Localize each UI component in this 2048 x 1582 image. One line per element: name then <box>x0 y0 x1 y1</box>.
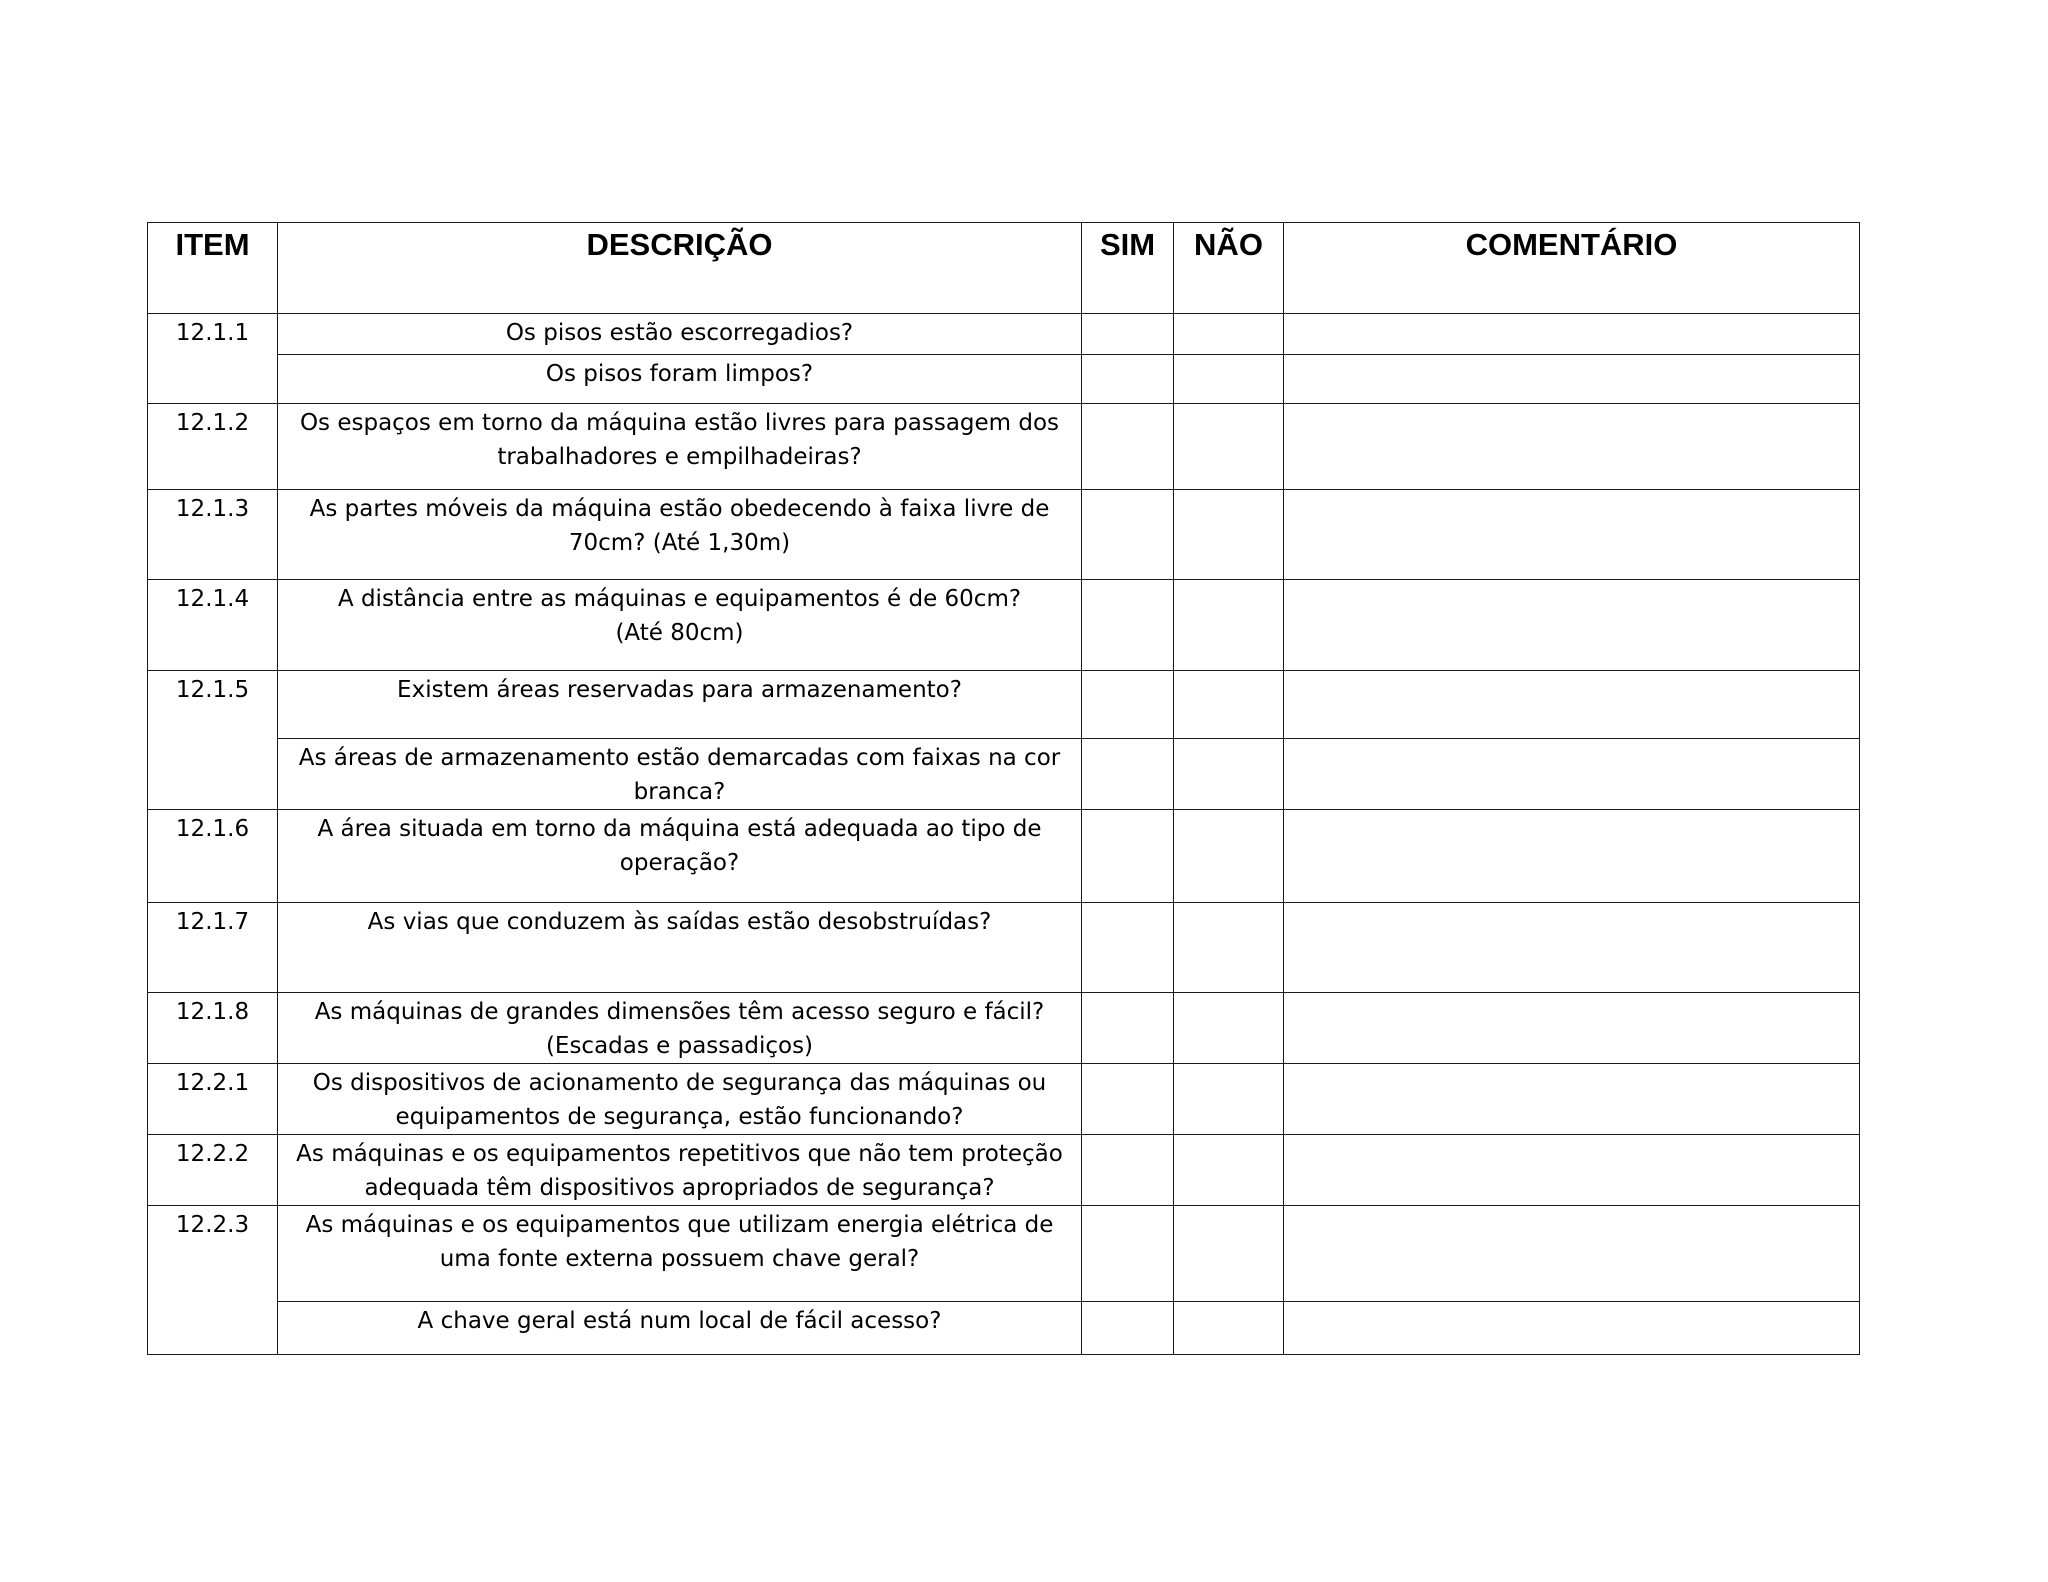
table-row <box>148 1135 1860 1206</box>
sim-cell[interactable] <box>1082 1206 1174 1302</box>
header-comentario: COMENTÁRIO <box>1284 223 1860 314</box>
description-line: adequada têm dispositivos apropriados de segurança? <box>364 1175 995 1201</box>
description-cell <box>278 355 1082 404</box>
header-row <box>148 223 1860 314</box>
item-number-cell: 12.2.3 <box>148 1206 278 1355</box>
description-line: Existem áreas reservadas para armazenamento? <box>397 677 962 703</box>
description-line: As máquinas de grandes dimensões têm acesso seguro e fácil? <box>314 999 1045 1025</box>
table-row <box>148 355 1860 404</box>
nao-cell[interactable] <box>1174 739 1284 810</box>
description-cell <box>278 1064 1082 1135</box>
item-number-cell: 12.1.7 <box>148 903 278 993</box>
header-nao: NÃO <box>1174 223 1284 314</box>
item-number-cell: 12.1.6 <box>148 810 278 903</box>
table-row <box>148 404 1860 490</box>
table-row <box>148 903 1860 993</box>
nao-cell[interactable] <box>1174 1135 1284 1206</box>
nao-cell[interactable] <box>1174 404 1284 490</box>
description-line: 70cm? (Até 1,30m) <box>568 530 791 556</box>
item-number-cell: 12.1.4 <box>148 580 278 671</box>
description-line: A área situada em torno da máquina está adequada ao tipo de <box>317 816 1042 842</box>
nao-cell[interactable] <box>1174 1064 1284 1135</box>
sim-cell[interactable] <box>1082 810 1174 903</box>
description-line: As partes móveis da máquina estão obedecendo à faixa livre de <box>309 496 1050 522</box>
description-line: A distância entre as máquinas e equipamentos é de 60cm? <box>337 586 1022 612</box>
comentario-cell[interactable] <box>1284 993 1860 1064</box>
header-item: ITEM <box>148 223 278 314</box>
description-line: uma fonte externa possuem chave geral? <box>439 1246 920 1272</box>
nao-cell[interactable] <box>1174 1302 1284 1355</box>
sim-cell[interactable] <box>1082 404 1174 490</box>
description-line: As máquinas e os equipamentos que utilizam energia elétrica de <box>305 1212 1054 1238</box>
item-number-cell: 12.2.2 <box>148 1135 278 1206</box>
table-row <box>148 1302 1860 1355</box>
header-sim: SIM <box>1082 223 1174 314</box>
sim-cell[interactable] <box>1082 580 1174 671</box>
sim-cell[interactable] <box>1082 903 1174 993</box>
nao-cell[interactable] <box>1174 1206 1284 1302</box>
comentario-cell[interactable] <box>1284 671 1860 739</box>
nao-cell[interactable] <box>1174 993 1284 1064</box>
description-line: (Escadas e passadiços) <box>545 1033 814 1059</box>
sim-cell[interactable] <box>1082 1064 1174 1135</box>
table-row <box>148 671 1860 739</box>
table-row <box>148 739 1860 810</box>
sim-cell[interactable] <box>1082 739 1174 810</box>
sim-cell[interactable] <box>1082 993 1174 1064</box>
description-cell <box>278 810 1082 903</box>
description-line: Os pisos estão escorregadios? <box>505 320 854 346</box>
sim-cell[interactable] <box>1082 1302 1174 1355</box>
description-cell <box>278 739 1082 810</box>
header-descricao: DESCRIÇÃO <box>278 223 1082 314</box>
comentario-cell[interactable] <box>1284 903 1860 993</box>
description-line: Os pisos foram limpos? <box>545 361 814 387</box>
description-line: Os dispositivos de acionamento de segurança das máquinas ou <box>312 1070 1047 1096</box>
item-number-cell: 12.2.1 <box>148 1064 278 1135</box>
checklist-table <box>147 222 1860 1355</box>
description-cell <box>278 903 1082 993</box>
description-cell <box>278 1302 1082 1355</box>
nao-cell[interactable] <box>1174 314 1284 355</box>
nao-cell[interactable] <box>1174 490 1284 580</box>
item-number-cell: 12.1.5 <box>148 671 278 810</box>
description-cell <box>278 671 1082 739</box>
item-number-cell: 12.1.1 <box>148 314 278 404</box>
nao-cell[interactable] <box>1174 355 1284 404</box>
comentario-cell[interactable] <box>1284 1302 1860 1355</box>
table-row <box>148 490 1860 580</box>
comentario-cell[interactable] <box>1284 1064 1860 1135</box>
comentario-cell[interactable] <box>1284 1135 1860 1206</box>
description-line: As áreas de armazenamento estão demarcadas com faixas na cor <box>298 745 1061 771</box>
description-cell <box>278 314 1082 355</box>
comentario-cell[interactable] <box>1284 355 1860 404</box>
sim-cell[interactable] <box>1082 671 1174 739</box>
table-row <box>148 810 1860 903</box>
description-line: trabalhadores e empilhadeiras? <box>497 444 862 470</box>
table-row <box>148 580 1860 671</box>
comentario-cell[interactable] <box>1284 404 1860 490</box>
nao-cell[interactable] <box>1174 810 1284 903</box>
sim-cell[interactable] <box>1082 1135 1174 1206</box>
item-number-cell: 12.1.2 <box>148 404 278 490</box>
sim-cell[interactable] <box>1082 355 1174 404</box>
item-number-cell: 12.1.3 <box>148 490 278 580</box>
description-line: As máquinas e os equipamentos repetitivos que não tem proteção <box>296 1141 1063 1167</box>
description-line: branca? <box>633 779 726 805</box>
description-line: Os espaços em torno da máquina estão livres para passagem dos <box>299 410 1060 436</box>
description-cell <box>278 1206 1082 1302</box>
sim-cell[interactable] <box>1082 314 1174 355</box>
nao-cell[interactable] <box>1174 580 1284 671</box>
description-line: A chave geral está num local de fácil acesso? <box>417 1308 942 1334</box>
sim-cell[interactable] <box>1082 490 1174 580</box>
description-cell <box>278 1135 1082 1206</box>
table-row <box>148 993 1860 1064</box>
comentario-cell[interactable] <box>1284 1206 1860 1302</box>
comentario-cell[interactable] <box>1284 490 1860 580</box>
item-number-cell: 12.1.8 <box>148 993 278 1064</box>
comentario-cell[interactable] <box>1284 739 1860 810</box>
comentario-cell[interactable] <box>1284 810 1860 903</box>
table-row <box>148 1064 1860 1135</box>
nao-cell[interactable] <box>1174 671 1284 739</box>
nao-cell[interactable] <box>1174 903 1284 993</box>
description-cell <box>278 490 1082 580</box>
description-cell <box>278 404 1082 490</box>
description-line: equipamentos de segurança, estão funcionando? <box>395 1104 964 1130</box>
comentario-cell[interactable] <box>1284 580 1860 671</box>
comentario-cell[interactable] <box>1284 314 1860 355</box>
table-row <box>148 1206 1860 1302</box>
description-line: operação? <box>619 850 740 876</box>
description-line: As vias que conduzem às saídas estão desobstruídas? <box>367 909 992 935</box>
description-line: (Até 80cm) <box>615 620 744 646</box>
description-cell <box>278 580 1082 671</box>
table-row <box>148 314 1860 355</box>
description-cell <box>278 993 1082 1064</box>
